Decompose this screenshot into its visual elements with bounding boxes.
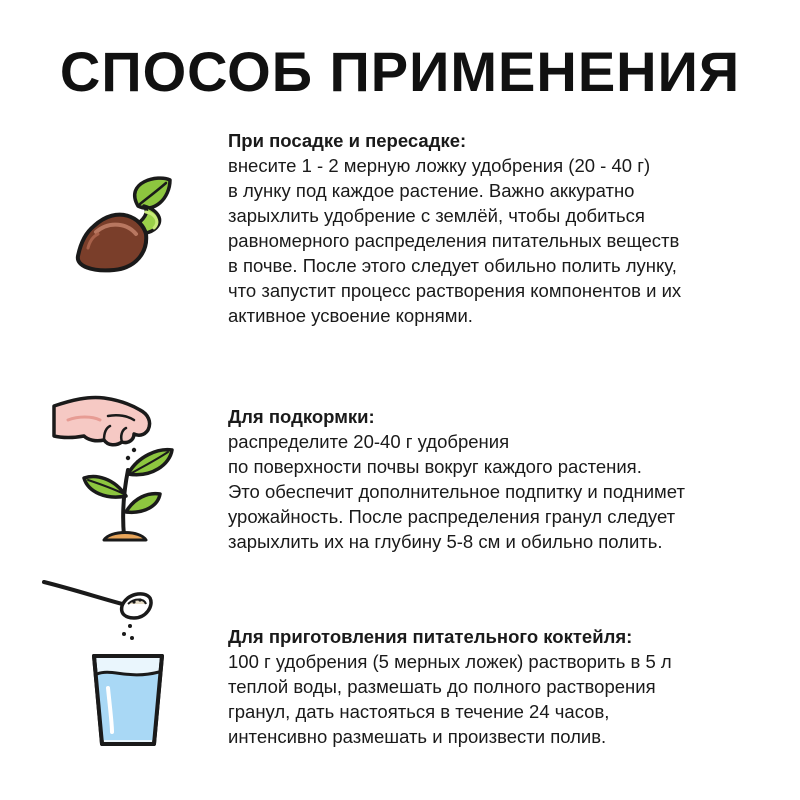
text-line: равномерного распределения питательных веществ <box>228 230 680 251</box>
text-line: урожайность. После распределения гранул следует <box>228 506 676 527</box>
section-text <box>228 404 768 554</box>
text-line: интенсивно размешать и произвести полив. <box>228 726 607 747</box>
text-line: 100 г удобрения (5 мерных ложек) растворить в 5 л <box>228 651 672 672</box>
text-line: Это обеспечит дополнительное подпитку и поднимет <box>228 481 685 502</box>
text-line: теплой воды, размешать до полного растворения <box>228 676 656 697</box>
section-heading: Для подкормки: <box>228 406 375 427</box>
hand-sprinkling-seedling-icon <box>48 390 188 550</box>
text-line: в лунку под каждое растение. Важно аккуратно <box>228 180 635 201</box>
spoon-glass-water-icon <box>36 576 186 756</box>
text-line: внесите 1 - 2 мерную ложку удобрения (20 - 40 г) <box>228 155 651 176</box>
seed-sprout-icon <box>66 168 186 288</box>
text-line: зарыхлить удобрение с землёй, чтобы добиться <box>228 205 645 226</box>
text-line: распределите 20-40 г удобрения <box>228 431 510 452</box>
page-title: СПОСОБ ПРИМЕНЕНИЯ <box>59 40 741 103</box>
text-line: зарыхлить их на глубину 5-8 см и обильно полить. <box>228 531 663 552</box>
text-line: по поверхности почвы вокруг каждого растения. <box>228 456 642 477</box>
section-text <box>228 624 768 749</box>
text-line: гранул, дать настояться в течение 24 часов, <box>228 701 610 722</box>
text-line: активное усвоение корнями. <box>228 305 473 326</box>
section-text <box>228 128 768 328</box>
text-line: что запустит процесс растворения компонентов и их <box>228 280 682 301</box>
section-heading: Для приготовления питательного коктейля: <box>228 626 633 647</box>
text-line: в почве. После этого следует обильно полить лунку, <box>228 255 677 276</box>
section-heading: При посадке и пересадке: <box>228 130 467 151</box>
